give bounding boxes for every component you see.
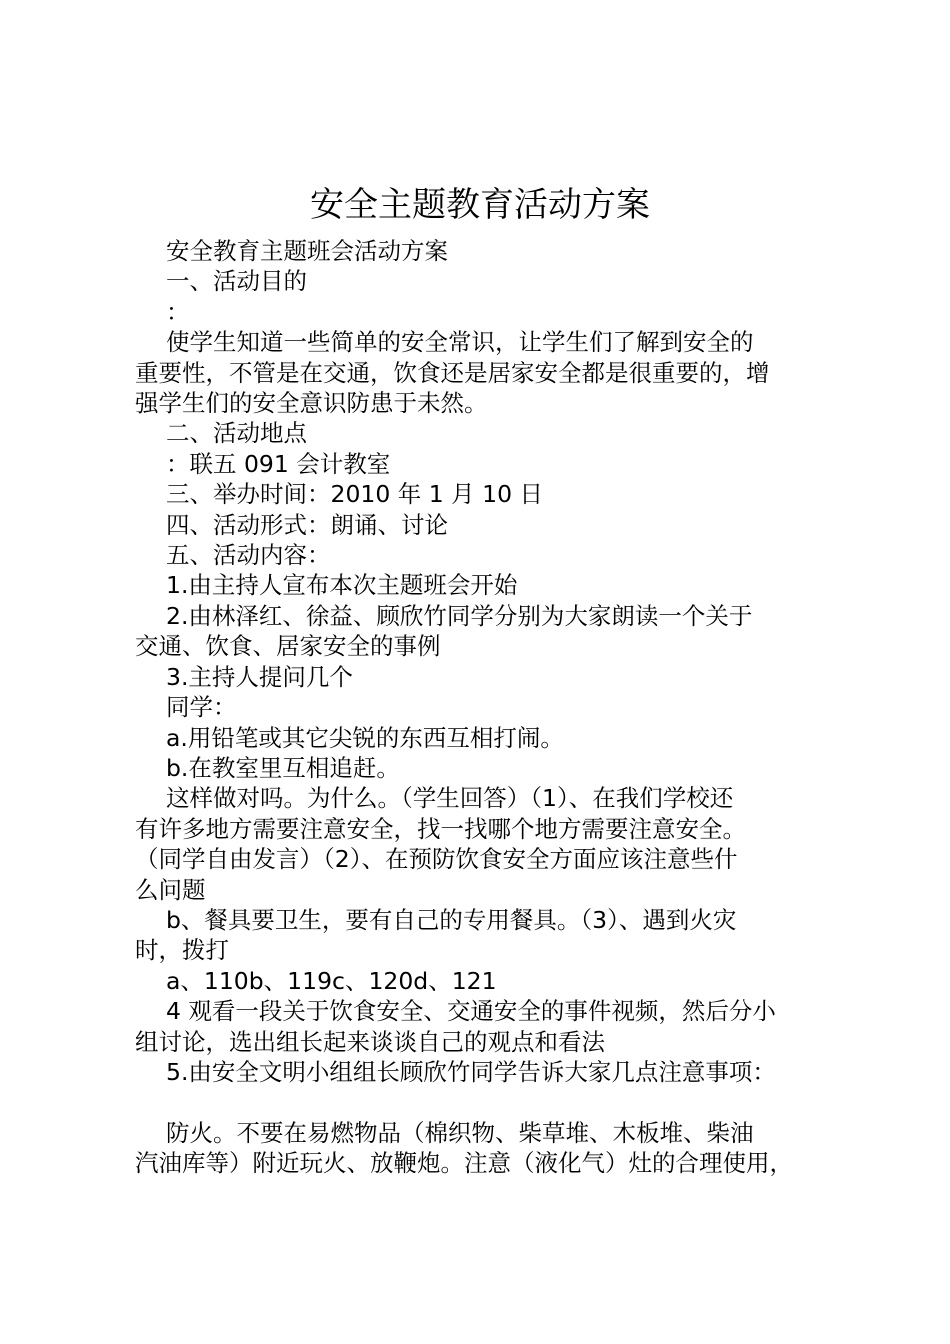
text-line: a、110b、119c、120d、121 [166, 966, 497, 995]
text-line: 有许多地方需要注意安全，找一找哪个地方需要注意安全。 [135, 814, 746, 843]
text-line: 同学： [166, 693, 237, 722]
text-line: 使学生知道一些简单的安全常识，让学生们了解到安全的 [166, 328, 754, 357]
text-line: ： [166, 297, 190, 326]
text-line: 这样做对吗。为什么。（学生回答）（1）、在我们学校还 [166, 784, 734, 813]
text-line: 三、举办时间：2010 年 1 月 10 日 [166, 480, 544, 509]
text-line: 四、活动形式：朗诵、讨论 [166, 510, 448, 539]
document-title: 安全主题教育活动方案 [310, 185, 650, 225]
text-line: （同学自由发言）（2）、在预防饮食安全方面应该注意些什 [135, 845, 738, 874]
text-line: 组讨论，选出组长起来谈谈自己的观点和看法 [135, 1027, 605, 1056]
text-line: 3.主持人提问几个 [166, 662, 353, 691]
text-line: 强学生们的安全意识防患于未然。 [135, 389, 488, 418]
text-line: 二、活动地点 [166, 419, 307, 448]
text-line: b.在教室里互相追赶。 [166, 753, 400, 782]
text-line: ：联五 091 会计教室 [166, 449, 391, 478]
text-line: 5.由安全文明小组组长顾欣竹同学告诉大家几点注意事项： [166, 1057, 776, 1086]
text-line: 2.由林泽红、徐益、顾欣竹同学分别为大家朗读一个关于 [166, 601, 753, 630]
text-line: 时，拨打 [135, 936, 229, 965]
text-line: 4 观看一段关于饮食安全、交通安全的事件视频，然后分小 [166, 997, 776, 1026]
text-line: 安全教育主题班会活动方案 [166, 237, 448, 265]
text-line: 一、活动目的 [166, 267, 307, 296]
text-line: 汽油库等）附近玩火、放鞭炮。注意（液化气）灶的合理使用， [135, 1149, 793, 1178]
text-line: 重要性，不管是在交通，饮食还是居家安全都是很重要的，增 [135, 358, 770, 387]
text-line: 交通、饮食、居家安全的事例 [135, 632, 441, 661]
text-line: 1.由主持人宣布本次主题班会开始 [166, 571, 518, 600]
text-line: 五、活动内容： [166, 541, 331, 570]
document-body [135, 236, 835, 1179]
text-line: a.用铅笔或其它尖锐的东西互相打闹。 [166, 723, 564, 752]
text-line: b、餐具要卫生，要有自己的专用餐具。（3）、遇到火灾 [166, 905, 737, 934]
text-line: 么问题 [135, 875, 206, 904]
text-line: 防火。不要在易燃物品（棉织物、柴草堆、木板堆、柴油 [166, 1118, 754, 1147]
blank-line [135, 1087, 835, 1117]
